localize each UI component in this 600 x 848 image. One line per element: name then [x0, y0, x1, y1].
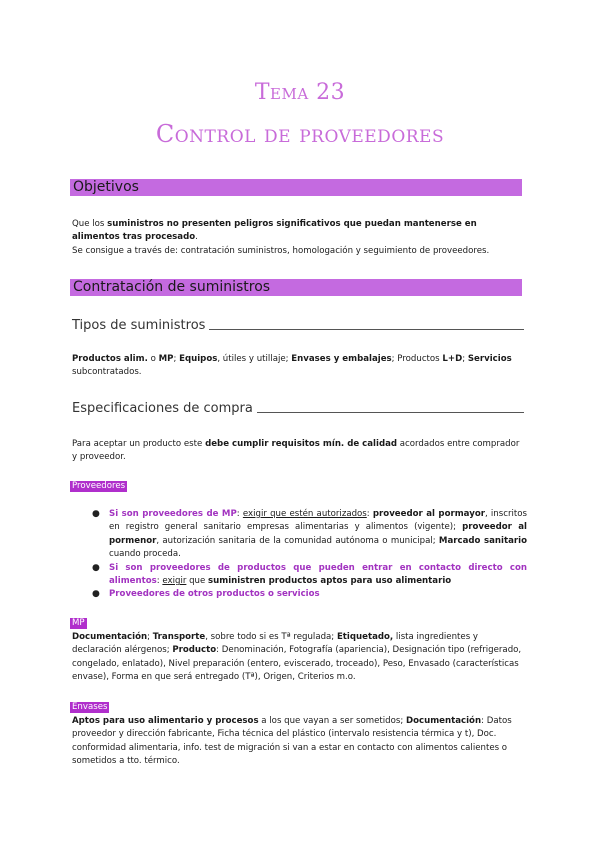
text-bold: L+D [442, 354, 463, 364]
bullet-icon: ● [92, 562, 100, 573]
text: subcontratados. [72, 367, 142, 378]
text: : Denominación, Fotografía (apariencia), Designación tipo (refrigerado, congelado, enlatado), Nivel preparación (entero, eviscerado, troceado), Peso, Envasado (características envase), Forma en que será entregado (Tª), Origen, Criterios m.o. [72, 645, 522, 683]
text: que [186, 576, 209, 587]
text: , útiles y utillaje; [217, 354, 292, 364]
text: lista ingredientes y declaración alérgenos; [72, 632, 478, 656]
text-bold: Equipos [179, 354, 218, 364]
text: : [156, 576, 163, 587]
text-bold: Aptos para uso alimentario y procesos [72, 716, 259, 726]
tag-proveedores: Proveedores [72, 481, 126, 491]
text-bold: Producto [172, 645, 217, 656]
text: Se consigue a través de: contratación suministros, homologación y seguimiento de proveedores. [72, 245, 490, 256]
title-line-1: Tema 23 [254, 80, 346, 105]
text-purple: Proveedores de otros productos o servicios [109, 589, 320, 600]
tag-mp: MP [72, 618, 85, 628]
list-item [92, 588, 527, 601]
bullet-icon: ● [92, 589, 100, 600]
text-bold: Marcado sanitario [438, 535, 527, 546]
text-underline: exigir [162, 576, 187, 587]
text: , inscritos en registro general sanitario empresas alimentarias y alimentos (vigente); [109, 509, 527, 533]
text: Para aceptar un producto este [72, 439, 206, 449]
bullet-icon: ● [92, 509, 100, 519]
heading-contratacion: Contratación de suministros [70, 279, 522, 296]
list-item [92, 508, 527, 562]
proveedores-list [92, 508, 527, 602]
subheading-especificaciones [72, 401, 524, 416]
text-purple: Si son proveedores de productos que pueden entrar en contacto directo con alimentos [109, 562, 527, 587]
text-bold: debe cumplir requisitos mín. de calidad [205, 439, 398, 449]
text: o [147, 354, 159, 364]
text-bold: Productos alim. [72, 354, 148, 364]
subheading-tipos [72, 318, 524, 333]
text-bold: Servicios [467, 354, 512, 364]
tag-envases: Envases [72, 702, 108, 712]
text: , autorización sanitaria de la comunidad autónoma o municipal; [156, 535, 439, 546]
text: ; [173, 354, 180, 364]
text-bold: Documentación [72, 632, 148, 642]
text: cuando proceda. [109, 549, 181, 560]
text-purple: Si son proveedores de MP [109, 509, 237, 519]
text: a los que vayan a ser sometidos; [258, 716, 406, 726]
text-bold: suministros no presenten peligros significativos que puedan mantenerse en alimentos tras procesado [72, 219, 477, 243]
text: : [236, 509, 243, 519]
subheading-text: Tipos de suministros [72, 318, 206, 333]
heading-objetivos: Objetivos [70, 179, 522, 196]
title-line-2: Control de proveedores [155, 120, 445, 148]
text: Que los [72, 219, 108, 229]
text-bold: MP [158, 354, 174, 364]
text: . [195, 232, 198, 243]
list-item [92, 562, 527, 589]
tipos-paragraph [72, 353, 527, 380]
text-bold: proveedor al pormayor [372, 509, 485, 519]
text-bold: proveedor al pormenor [109, 522, 527, 546]
text-bold: Documentación [405, 716, 482, 726]
subheading-text: Especificaciones de compra [72, 401, 253, 416]
text: : [366, 509, 373, 519]
envases-paragraph [72, 715, 527, 769]
text: : Datos proveedor y dirección fabricante, Ficha técnica del plástico (intervalo resistencia térmica y t), Doc. conformidad alimentaria, info. test de migración si van a estar en contacto con alimentos calientes o sometidos a tto. térmico. [72, 716, 512, 767]
especificaciones-paragraph [72, 438, 527, 465]
objetivos-paragraph [72, 218, 527, 258]
text-bold: Etiquetado, [336, 632, 394, 642]
mp-paragraph [72, 631, 527, 685]
text-bold: Transporte [152, 632, 206, 642]
text-bold: suministren productos aptos para uso alimentario [208, 576, 452, 587]
text: ; [147, 632, 153, 642]
text: ; [462, 354, 468, 364]
text-underline: exigir que estén autorizados [242, 509, 367, 519]
text: , sobre todo si es Tª regulada; [205, 632, 337, 642]
text: acordados entre comprador y proveedor. [72, 439, 520, 463]
text-bold: Envases y embalajes [291, 354, 392, 364]
divider [257, 412, 524, 413]
divider [209, 329, 524, 330]
text: ; Productos [391, 354, 443, 364]
